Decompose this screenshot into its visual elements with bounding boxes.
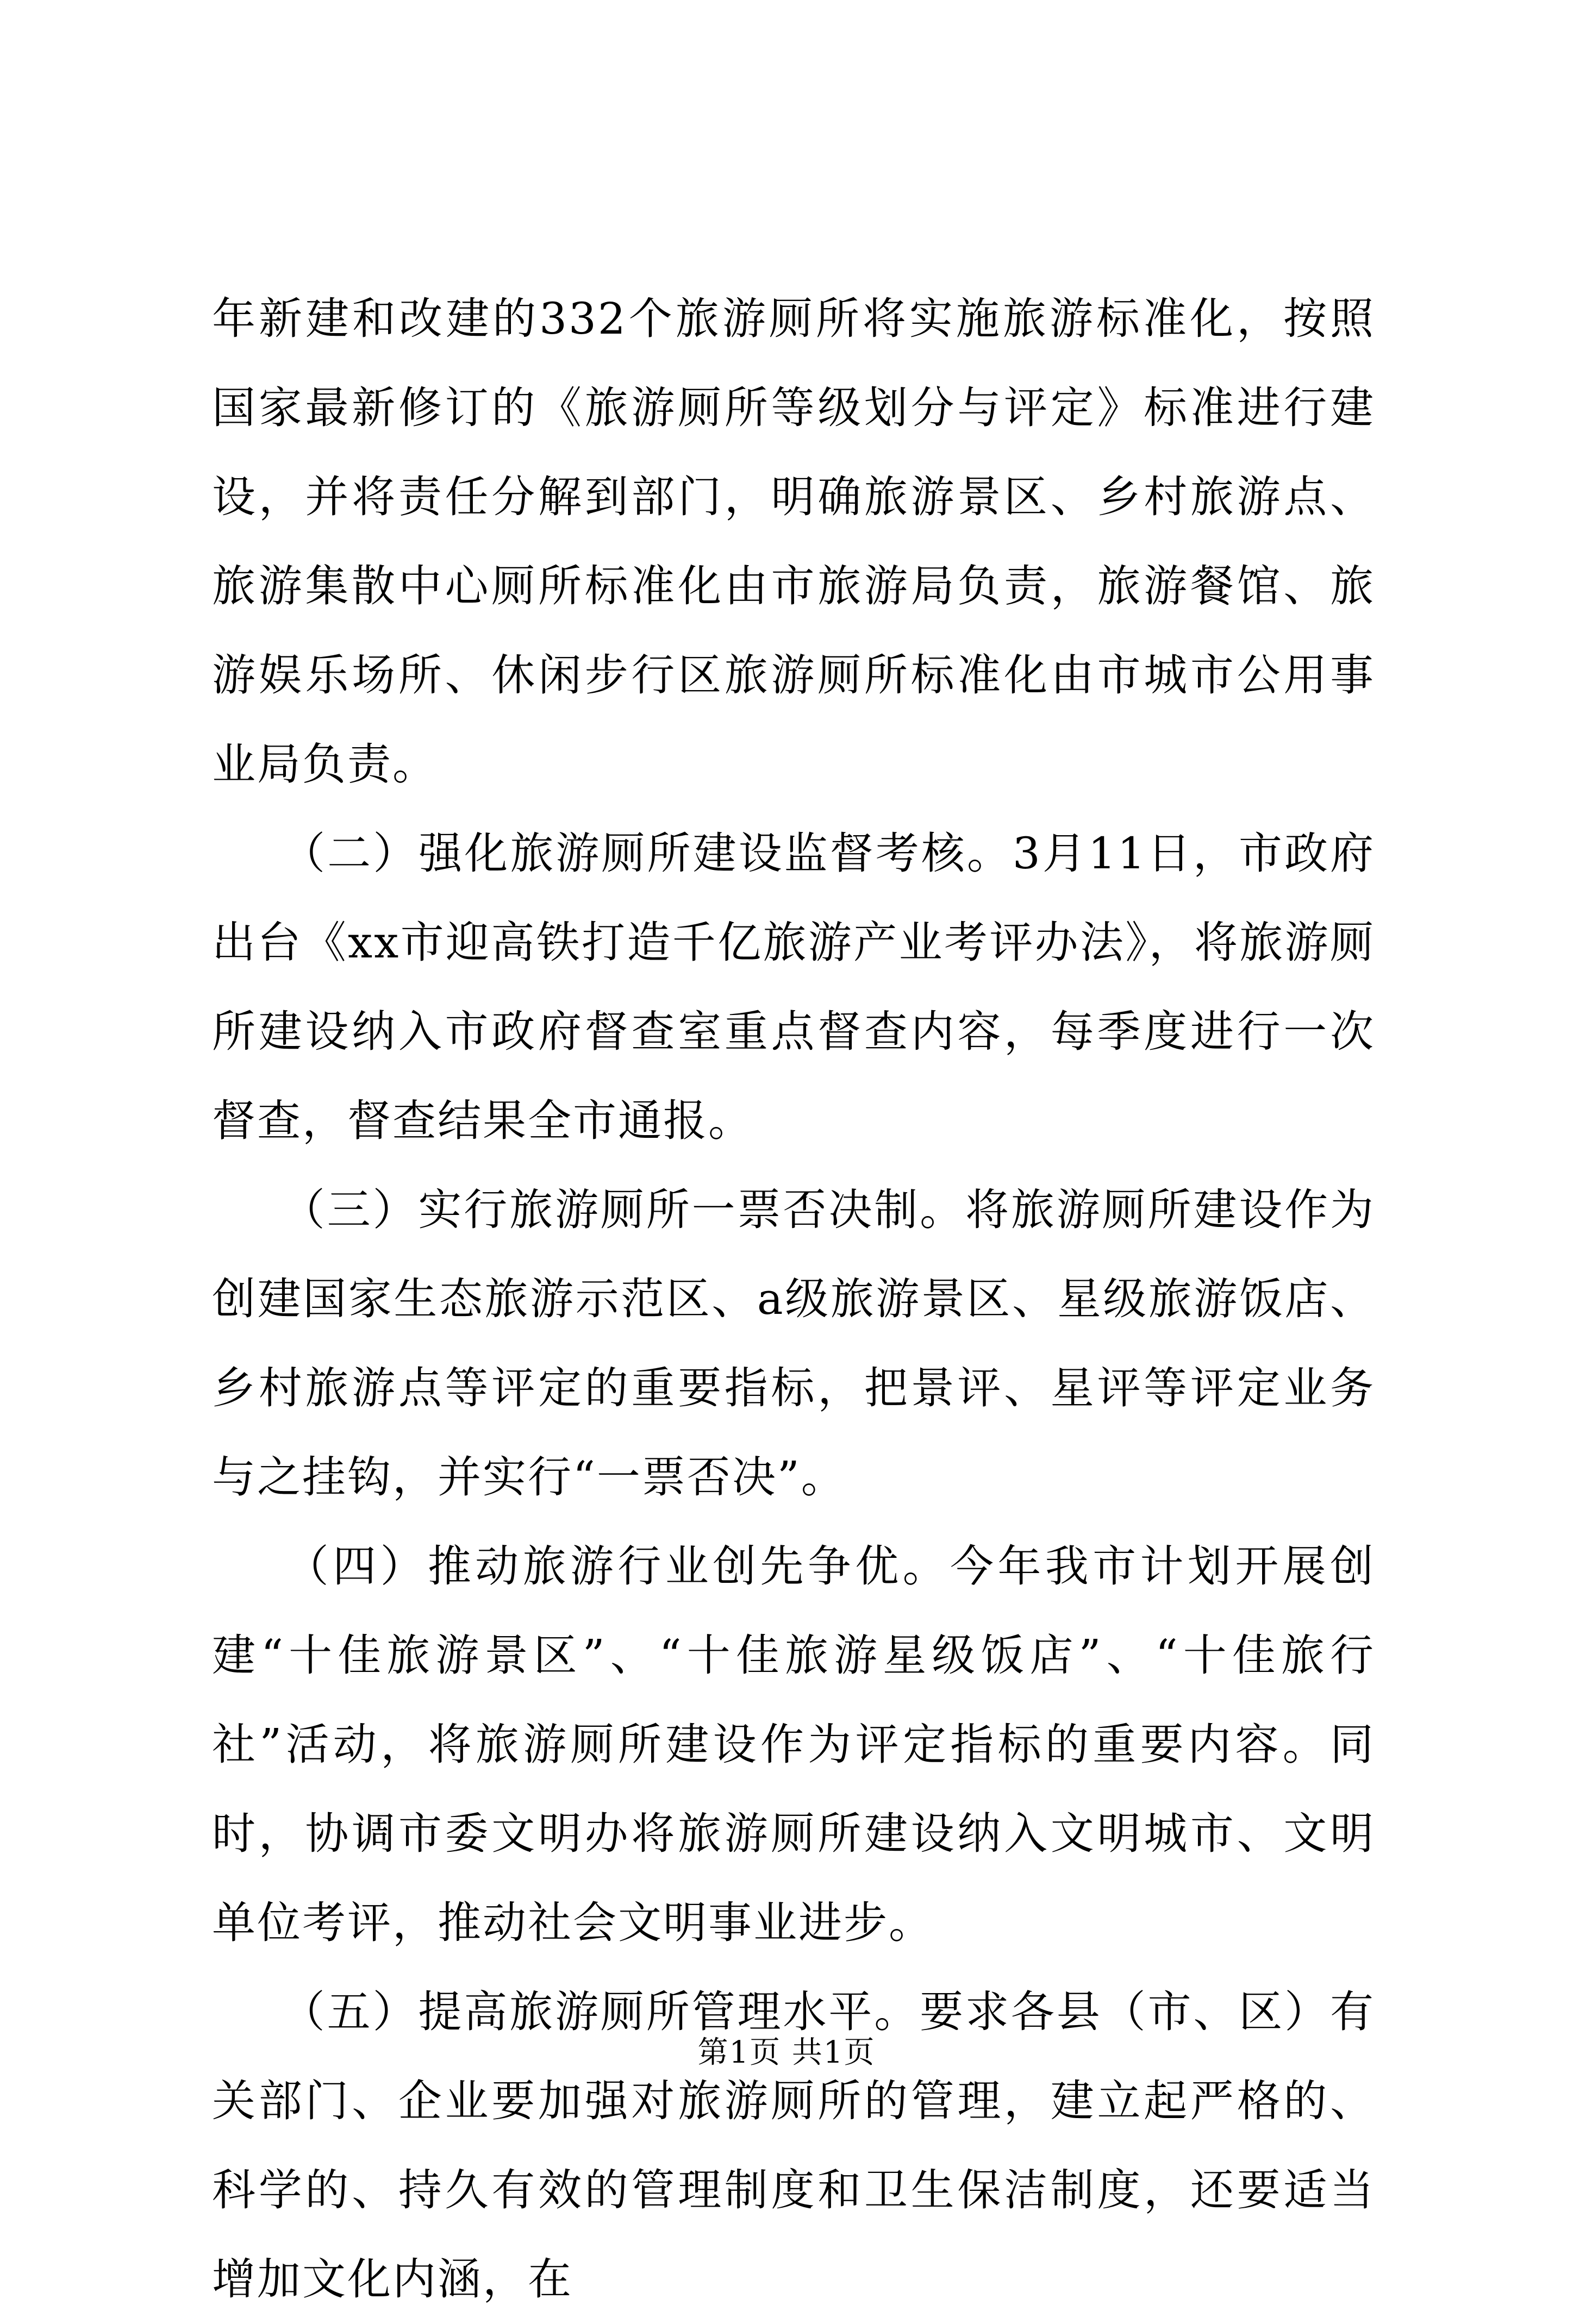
paragraph-continuation: 年新建和改建的332个旅游厕所将实施旅游标准化，按照国家最新修订的《旅游厕所等级划分与评定》标准进行建设，并将责任分解到部门，明确旅游景区、乡村旅游点、旅游集散中心厕所标准化由市旅游局负责，旅游餐馆、旅游娱乐场所、休闲步行区旅游厕所标准化由市城市公用事业局负责。 xyxy=(212,293,1375,790)
document-body xyxy=(212,274,1375,2324)
paragraph-section-4: （四）推动旅游行业创先争优。今年我市计划开展创建“十佳旅游景区”、“十佳旅游星级饭店”、“十佳旅行社”活动，将旅游厕所建设作为评定指标的重要内容。同时，协调市委文明办将旅游厕所建设纳入文明城市、文明单位考评，推动社会文明事业进步。 xyxy=(212,1541,1375,1948)
paragraph-section-2: （二）强化旅游厕所建设监督考核。3月11日，市政府出台《xx市迎高铁打造千亿旅游产业考评办法》，将旅游厕所建设纳入市政府督查室重点督查内容，每季度进行一次督查，督查结果全市通报。 xyxy=(212,828,1375,1146)
page-footer: 第1页 共1页 xyxy=(697,2035,876,2070)
paragraph-section-5: （五）提高旅游厕所管理水平。要求各县（市、区）有关部门、企业要加强对旅游厕所的管理，建立起严格的、科学的、持久有效的管理制度和卫生保洁制度，还要适当增加文化内涵，在 xyxy=(212,1987,1375,2304)
paragraph-section-3: （三）实行旅游厕所一票否决制。将旅游厕所建设作为创建国家生态旅游示范区、a级旅游景区、星级旅游饭店、乡村旅游点等评定的重要指标，把景评、星评等评定业务与之挂钩，并实行“一票否决”。 xyxy=(212,1185,1375,1502)
